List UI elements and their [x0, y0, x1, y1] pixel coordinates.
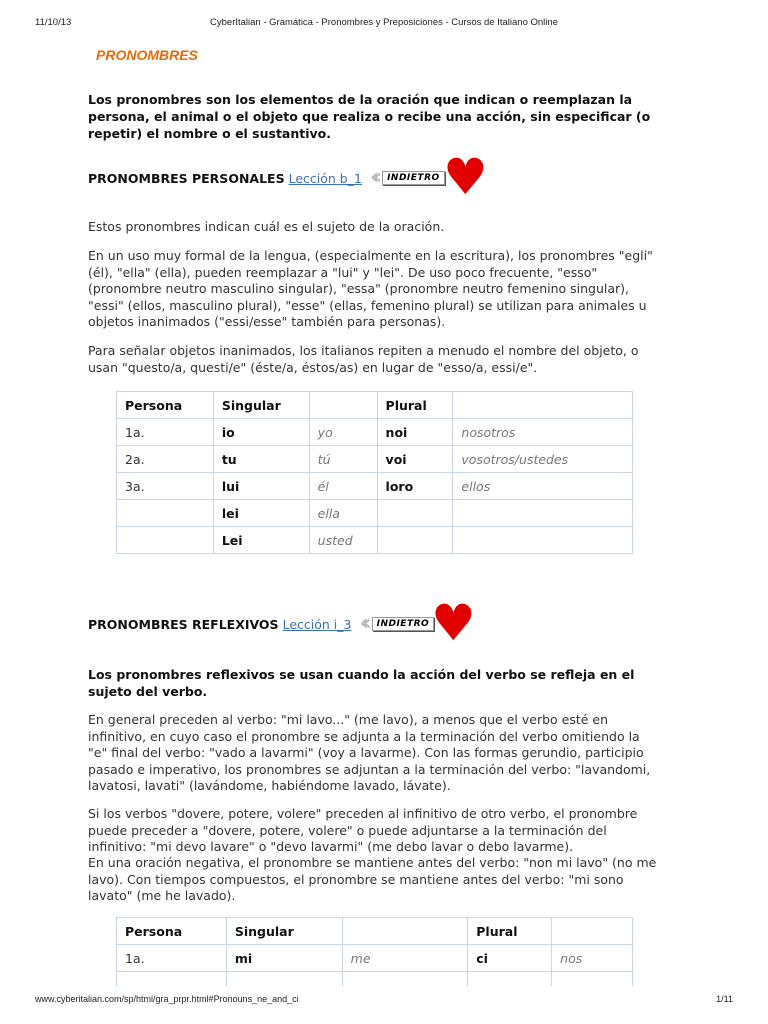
table-row [117, 945, 633, 972]
reflexivos-para-3: En una oración negativa, el pronombre se mantiene antes del verbo: "non mi lavo" (no me lavo). Con tiempos compuestos, el pronombre se mantiene antes del verbo: "mi sono lavato" (me he lavado). [88, 855, 657, 903]
person-cell: 1a. [117, 419, 214, 446]
indietro-button[interactable] [370, 167, 445, 189]
table-header-cell [309, 392, 377, 419]
page-title: PRONOMBRES [96, 47, 198, 63]
table-header-cell: Persona [117, 392, 214, 419]
print-page-number: 1/11 [716, 994, 733, 1004]
reflexivos-para-1: En general preceden al verbo: "mi lavo..." (me lavo), a menos que el verbo esté en infinitivo, en cuyo caso el pronombre se adjunta a la terminación del verbo omitiendo la "e" final del verbo: "vado a lavarmi" (voy a lavarme). Con las formas gerundio, participio pasado e imperativo, los pronombres se adjuntan a la terminación del verbo: "lavandomi, lavatosi, lavati" (lavándome, habiéndome lavado, lávate). [88, 712, 651, 793]
table-row [117, 500, 633, 527]
back-chevron-icon: ‹‹ [369, 165, 377, 190]
italian-plural-cell: ci [468, 945, 552, 972]
personales-table [116, 391, 633, 554]
reflexivos-heading: PRONOMBRES REFLEXIVOS [88, 616, 279, 632]
italian-plural-cell [377, 527, 453, 554]
reflexivos-bold-intro: Los pronombres reflexivos se usan cuando la acción del verbo se refleja en el sujeto del verbo. [88, 667, 635, 699]
italian-singular-cell: mi [226, 945, 342, 972]
italian-plural-cell [377, 500, 453, 527]
table-header-row [117, 918, 633, 945]
spanish-singular-cell: usted [309, 527, 377, 554]
personales-para-3: Para señalar objetos inanimados, los italianos repiten a menudo el nombre del objeto, o usan "questo/a, questi/e" (éste/a, éstos/as) en lugar de "esso/a, essi/e". [88, 343, 639, 375]
spanish-singular-cell: él [309, 473, 377, 500]
spanish-singular-cell: tú [309, 446, 377, 473]
italian-singular-cell: io [213, 419, 309, 446]
spanish-plural-cell: ellos [453, 473, 633, 500]
table-header-cell [342, 918, 468, 945]
spanish-plural-cell: nos [552, 945, 633, 972]
back-chevron-icon: ‹‹ [359, 611, 366, 636]
spanish-singular-cell: ella [309, 500, 377, 527]
heart-icon: ♥ [443, 148, 488, 206]
italian-plural-cell: loro [377, 473, 453, 500]
person-cell: 2a. [117, 446, 214, 473]
spanish-plural-cell: nosotros [453, 419, 633, 446]
italian-singular-cell: Lei [213, 527, 309, 554]
person-cell [117, 527, 214, 554]
spanish-plural-cell [453, 500, 633, 527]
reflexivos-heading-row [88, 611, 488, 636]
person-cell [117, 500, 214, 527]
table-header-cell: Singular [213, 392, 309, 419]
italian-plural-cell: noi [377, 419, 453, 446]
reflexivos-para-2: Si los verbos "dovere, potere, volere" preceden al infinitivo de otro verbo, el pronombre puede preceder a "dovere, potere, volere" o puede adjuntarse a la terminación del infinitivo: "mi devo lavare" o "devo lavarmi" (me debo lavar o debo lavarme). [88, 806, 638, 854]
spanish-singular-cell: me [342, 945, 468, 972]
italian-singular-cell: lei [213, 500, 309, 527]
intro-paragraph: Los pronombres son los elementos de la oración que indican o reemplazan la persona, el animal o el objeto que realiza o recibe una acción, sin especificar (o repetir) el nombre o el sustantivo. [88, 92, 651, 141]
spanish-plural-cell [453, 527, 633, 554]
personales-heading: PRONOMBRES PERSONALES [88, 170, 285, 186]
person-cell: 3a. [117, 473, 214, 500]
indietro-button[interactable] [359, 613, 434, 635]
spanish-plural-cell: vosotros/ustedes [453, 446, 633, 473]
italian-singular-cell: lui [213, 473, 309, 500]
table-header-cell [453, 392, 633, 419]
table-header-row [117, 392, 633, 419]
indietro-label: INDIETRO [382, 171, 445, 185]
spanish-singular-cell: yo [309, 419, 377, 446]
personales-para-2: En un uso muy formal de la lengua, (especialmente en la escritura), los pronombres "egli" (él), "ella" (ella), pueden reemplazar a "lui" y "lei". De uso poco frecuente, "esso" (pronombre neutro masculino singular), "essa" (pronombre neutro femenino singular), "essi" (ellos, masculino plural), "esse" (ellas, femenino plural) se utilizan para animales u objetos inanimados ("essi/esse" también para personas). [88, 248, 653, 329]
personales-heading-row [88, 165, 488, 190]
personales-para-1: Estos pronombres indican cuál es el sujeto de la oración. [88, 219, 445, 234]
table-row [117, 419, 633, 446]
table-row [117, 527, 633, 554]
table-header-cell: Plural [468, 918, 552, 945]
table-row [117, 473, 633, 500]
italian-singular-cell: tu [213, 446, 309, 473]
print-header-title: CyberItalian - Gramática - Pronombres y Preposiciones - Cursos de Italiano Online [210, 17, 558, 28]
italian-plural-cell: voi [377, 446, 453, 473]
table-header-cell: Persona [117, 918, 227, 945]
lesson-link-i3[interactable]: Lección i_3 [282, 616, 352, 632]
lesson-link-b1[interactable]: Lección b_1 [288, 170, 362, 186]
table-header-cell [552, 918, 633, 945]
person-cell: 1a. [117, 945, 227, 972]
print-footer-url: www.cyberitalian.com/sp/html/gra_prpr.html#Pronouns_ne_and_ci [35, 994, 299, 1004]
table-row [117, 446, 633, 473]
indietro-label: INDIETRO [372, 617, 435, 631]
table-header-cell: Singular [226, 918, 342, 945]
footer-mask [0, 986, 768, 1024]
table-header-cell: Plural [377, 392, 453, 419]
print-date: 11/10/13 [35, 17, 72, 28]
heart-icon: ♥ [431, 594, 476, 652]
